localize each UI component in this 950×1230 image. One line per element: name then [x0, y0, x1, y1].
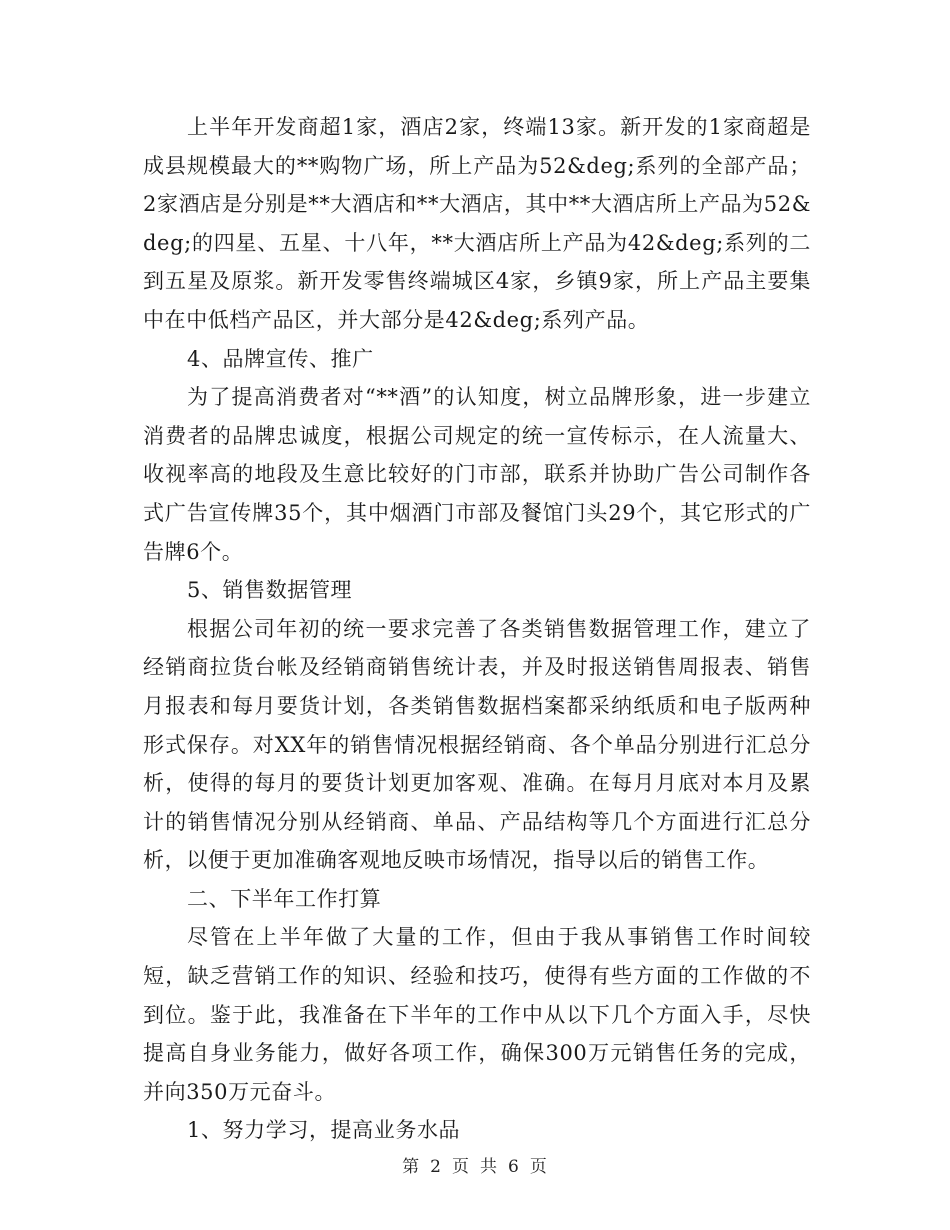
heading-sales-data: 5、销售数据管理	[187, 578, 353, 603]
paragraph-new-outlets: 上半年开发商超1家，酒店2家，终端13家。新开发的1家商超是成县规模最大的**购物广场，所上产品为52&deg;系列的全部产品；2家酒店是分别是**大酒店和**大酒店，其中**大酒店所上产品为52&deg;的四星、五星、十八年，**大酒店所上产品为42&deg;系列的二到五星及原浆。新开发零售终端城区4家，乡镇9家，所上产品主要集中在中低档产品区，并大部分是42&deg;系列产品。	[143, 115, 811, 332]
document-body	[143, 108, 811, 1150]
footer-current-page: 2	[430, 1157, 442, 1177]
paragraph-sales-data: 根据公司年初的统一要求完善了各类销售数据管理工作，建立了经销商拉货台帐及经销商销售统计表，并及时报送销售周报表、销售月报表和每月要货计划，各类销售数据档案都采纳纸质和电子版两种形式保存。对XX年的销售情况根据经销商、各个单品分别进行汇总分析，使得的每月的要货计划更加客观、准确。在每月月底对本月及累计的销售情况分别从经销商、单品、产品结构等几个方面进行汇总分析，以便于更加准确客观地反映市场情况，指导以后的销售工作。	[143, 616, 811, 873]
heading-brand-promotion: 4、品牌宣传、推广	[187, 346, 374, 371]
paragraph-brand-promotion: 为了提高消费者对“**酒”的认知度，树立品牌形象，进一步建立消费者的品牌忠诚度，根据公司规定的统一宣传标示，在人流量大、收视率高的地段及生意比较好的门市部，联系并协助广告公司制作各式广告宣传牌35个，其中烟酒门市部及餐馆门头29个，其它形式的广告牌6个。	[143, 385, 811, 564]
page-footer	[0, 1152, 950, 1177]
footer-total-word: 共	[480, 1157, 498, 1177]
footer-total-pages: 6	[508, 1157, 520, 1177]
footer-suffix: 页	[529, 1157, 548, 1177]
heading-second-half-plan: 二、下半年工作打算	[187, 886, 382, 911]
heading-study: 1、努力学习，提高业务水品	[187, 1118, 461, 1143]
footer-prefix: 第	[402, 1157, 421, 1177]
footer-page-word: 页	[452, 1157, 470, 1177]
paragraph-second-half-plan: 尽管在上半年做了大量的工作，但由于我从事销售工作时间较短，缺乏营销工作的知识、经验和技巧，使得有些方面的工作做的不到位。鉴于此，我准备在下半年的工作中从以下几个方面入手，尽快提高自身业务能力，做好各项工作，确保300万元销售任务的完成，并向350万元奋斗。	[143, 925, 811, 1104]
